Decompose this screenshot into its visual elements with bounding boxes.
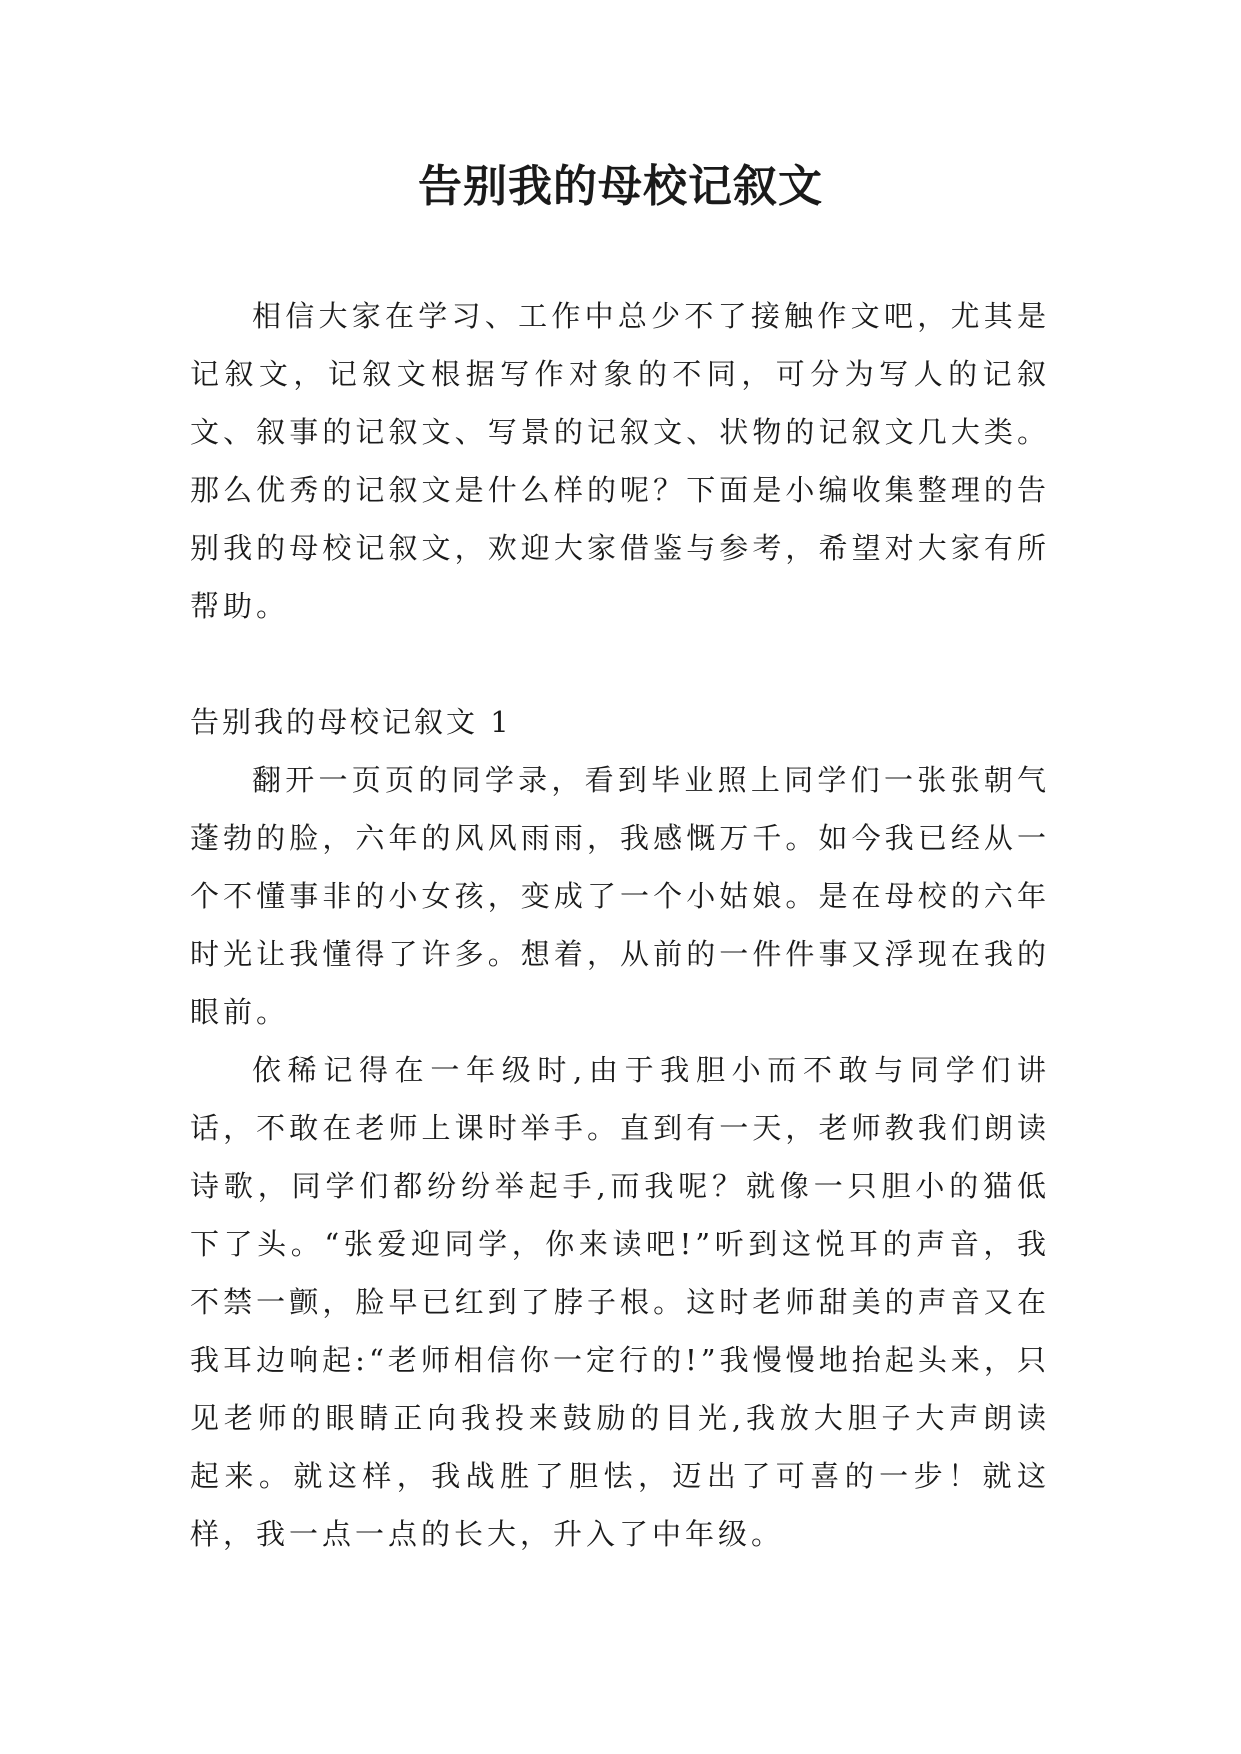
section-spacer: [190, 635, 1050, 693]
body-paragraph-2: 依稀记得在一年级时,由于我胆小而不敢与同学们讲话，不敢在老师上课时举手。直到有一天，老师教我们朗读诗歌，同学们都纷纷举起手,而我呢？就像一只胆小的猫低下了头。“张爱迎同学，你来读吧!”听到这悦耳的声音，我不禁一颤，脸早已红到了脖子根。这时老师甜美的声音又在我耳边响起:“老师相信你一定行的!”我慢慢地抬起头来，只见老师的眼睛正向我投来鼓励的目光,我放大胆子大声朗读起来。就这样，我战胜了胆怯，迈出了可喜的一步！就这样，我一点一点的长大，升入了中年级。: [190, 1053, 1050, 1551]
document-body: [190, 287, 1050, 1563]
document-title: 告别我的母校记叙文: [418, 161, 823, 212]
section-heading: 告别我的母校记叙文 1: [190, 705, 512, 739]
intro-paragraph: 相信大家在学习、工作中总少不了接触作文吧，尤其是记叙文，记叙文根据写作对象的不同，可分为写人的记叙文、叙事的记叙文、写景的记叙文、状物的记叙文几大类。那么优秀的记叙文是什么样的呢？下面是小编收集整理的告别我的母校记叙文，欢迎大家借鉴与参考，希望对大家有所帮助。: [190, 299, 1050, 623]
body-paragraph-1: 翻开一页页的同学录，看到毕业照上同学们一张张朝气蓬勃的脸，六年的风风雨雨，我感慨万千。如今我已经从一个不懂事非的小女孩，变成了一个小姑娘。是在母校的六年时光让我懂得了许多。想着，从前的一件件事又浮现在我的眼前。: [190, 763, 1050, 1029]
